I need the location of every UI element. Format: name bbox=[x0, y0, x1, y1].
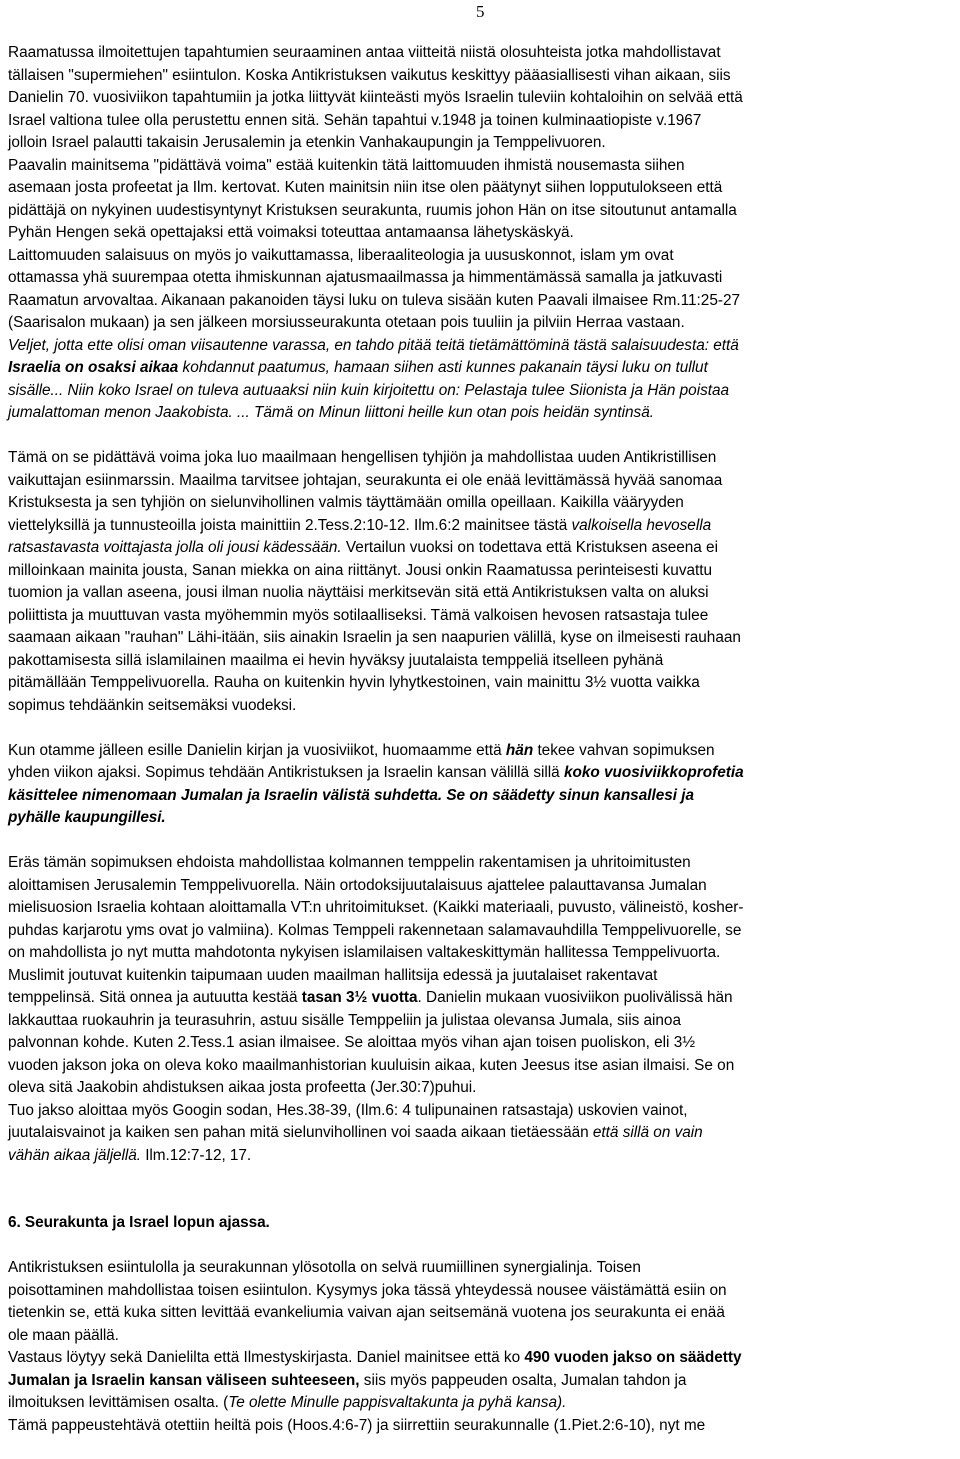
text-line bbox=[8, 290, 956, 313]
text-line bbox=[8, 605, 956, 628]
text-line bbox=[8, 200, 956, 223]
text-run: pyhälle kaupungillesi. bbox=[8, 809, 166, 826]
text-line bbox=[8, 785, 956, 808]
text-line bbox=[8, 335, 956, 358]
text-line bbox=[8, 402, 956, 425]
text-run: ilmoituksen levittämisen osalta. ( bbox=[8, 1394, 229, 1411]
blank-line bbox=[8, 717, 958, 740]
text-run: vuoden jakson joka on oleva koko maailmanhistorian kuuluisin aikaa, kuten Jeesus itse asian ilmaisi. Se on bbox=[8, 1056, 735, 1074]
blank-line bbox=[8, 1190, 958, 1213]
text-run: pidättäjä on nykyinen uudestisyntynyt Kristuksen seurakunta, ruumis johon Hän on itse sitoutunut antamalla bbox=[8, 201, 737, 219]
text-run: aloittamisen Jerusalemin Temppelivuorella. Näin ortodoksijuutalaisuus ajattelee palauttavansa Jumalan bbox=[8, 876, 707, 894]
text-line bbox=[8, 267, 956, 290]
text-run: kohdannut paatumus, hamaan siihen asti kunnes pakanain täysi luku on tullut bbox=[178, 359, 708, 376]
text-line bbox=[8, 65, 956, 88]
text-line bbox=[8, 357, 956, 380]
text-line bbox=[8, 1010, 956, 1033]
text-run: poisottaminen mahdollistaa toisen esiintulon. Kysymys joka tässä yhteydessä nousee väistämättä esiin on bbox=[8, 1281, 727, 1299]
text-line bbox=[8, 492, 956, 515]
text-line bbox=[8, 1370, 956, 1393]
text-run: Kun otamme jälleen esille Danielin kirjan ja vuosiviikot, huomaamme että bbox=[8, 741, 506, 759]
text-run: siis myös pappeuden osalta, Jumalan tahdon ja bbox=[359, 1371, 687, 1389]
text-line bbox=[8, 1032, 956, 1055]
text-run: 6. Seurakunta ja Israel lopun ajassa. bbox=[8, 1214, 270, 1231]
text-line bbox=[8, 852, 956, 875]
text-run: tasan 3½ vuotta bbox=[301, 989, 418, 1006]
text-line bbox=[8, 627, 956, 650]
text-line bbox=[8, 515, 956, 538]
text-run: Israel valtiona tulee olla perustettu ennen sitä. Sehän tapahtui v.1948 ja toinen kulminaatiopiste v.1967 bbox=[8, 111, 702, 129]
text-run: Tuo jakso aloittaa myös Googin sodan, Hes.38-39, (Ilm.6: 4 tulipunainen ratsastaja) uskovien vainot, bbox=[8, 1101, 688, 1119]
text-line bbox=[8, 1415, 956, 1438]
text-line bbox=[8, 582, 956, 605]
text-run: Vastaus löytyy sekä Danielilta että Ilmestyskirjasta. Daniel mainitsee että ko bbox=[8, 1349, 525, 1366]
text-line bbox=[8, 222, 956, 245]
text-line bbox=[8, 740, 956, 763]
text-line bbox=[8, 312, 956, 335]
text-run: Te olette Minulle pappisvaltakunta ja pyhä kansa). bbox=[228, 1394, 567, 1411]
text-run: tekee vahvan sopimuksen bbox=[533, 741, 715, 759]
text-line bbox=[8, 155, 956, 178]
text-run: pakottamisesta sillä islamilainen maailma ei hevin hyväksy juutalaista temppeliä itselleen pyhänä bbox=[8, 651, 664, 669]
text-run: ole maan päällä. bbox=[8, 1326, 119, 1344]
text-run: Israelia on osaksi aikaa bbox=[8, 359, 179, 376]
text-line bbox=[8, 245, 956, 268]
blank-line bbox=[8, 830, 958, 853]
text-run: asemaan josta profeetat ja Ilm. kertovat. Kuten mainitsin niin itse olen päätynyt siihen lopputulokseen että bbox=[8, 179, 723, 196]
text-run: .. Niin koko Israel on tuleva autuaaksi niin kuin kirjoitettu on: Pelastaja tulee Siionista ja Hän poistaa bbox=[54, 381, 730, 399]
text-line bbox=[8, 1100, 956, 1123]
text-run: Muslimit joutuvat kuitenkin taipumaan uuden maailman hallitsija edessä ja juutalaiset rakentavat bbox=[8, 966, 658, 984]
text-run: tuomion ja vallan aseena, jousi ilman nuolia näyttäisi merkitsevän sitä että Antikristuksen valta on aluksi bbox=[8, 584, 709, 601]
text-run: . Danielin mukaan vuosiviikon puolivälissä hän bbox=[417, 989, 733, 1006]
text-line bbox=[8, 807, 956, 830]
text-run: tietenkin se, että kuka sitten levittää evankeliumia vaivan ajan seitsemänä vuotena jos seurakunta ei enää bbox=[8, 1304, 725, 1321]
text-run: Jumalan ja Israelin kansan väliseen suhteeseen, bbox=[8, 1371, 360, 1389]
text-run: Kristuksesta ja sen tyhjiön on sielunvihollinen valmis täyttämään omilla opeillaan. Kaikilla vääryyden bbox=[8, 494, 684, 511]
text-run: temppelinsä. Sitä onnea ja autuutta kestää bbox=[8, 989, 302, 1006]
text-run: Paavalin mainitsema "pidättävä voima" estää kuitenkin tätä laittomuuden ihmistä nousemasta siihen bbox=[8, 156, 685, 174]
text-run: Antikristuksen esiintulolla ja seurakunnan ylösotolla on selvä ruumiillinen synergialinja. Toisen bbox=[8, 1259, 641, 1276]
text-run: 490 vuoden jakso on säädetty bbox=[524, 1349, 742, 1366]
text-line bbox=[8, 110, 956, 133]
text-run: vähän aikaa jäljellä. bbox=[8, 1146, 141, 1164]
text-line bbox=[8, 920, 956, 943]
text-run: valkoisella hevosella bbox=[571, 516, 712, 534]
text-run: jolloin Israel palautti takaisin Jerusalemin ja etenkin Vanhakaupungin ja Temppelivuoren. bbox=[8, 134, 606, 151]
text-run: Veljet, jotta ette olisi oman viisautenne varassa, en tahdo pitää teitä tietämättöminä tästä salaisuudesta: että bbox=[8, 336, 739, 354]
text-run: Ilm.12:7-12, 17. bbox=[140, 1146, 252, 1164]
text-run: milloinkaan mainita jousta, Sanan miekka on aina riittänyt. Jousi onkin Raamatussa perinteisesti kuvattu bbox=[8, 561, 713, 579]
text-line bbox=[8, 695, 956, 718]
text-run: saamaan aikaan "rauhan" Lähi-itään, siis ainakin Israelin ja sen naapurien välillä, kyse on ilmeisesti rauhaan bbox=[8, 629, 741, 646]
text-run: tällaisen "supermiehen" esiintulon. Koska Antikristuksen vaikutus keskittyy pääasiallisesti vihan aikaan, siis bbox=[8, 66, 731, 84]
text-run: Tämä pappeustehtävä otettiin heiltä pois (Hoos.4:6-7) ja siirrettiin seurakunnalle (1.Piet.2:6-10), nyt me bbox=[8, 1416, 706, 1434]
text-run: pitämällään Temppelivuorella. Rauha on kuitenkin hyvin lyhytkestoinen, vain mainittu 3½ vuotta vaikka bbox=[8, 674, 700, 691]
document-body bbox=[8, 42, 958, 1437]
text-line bbox=[8, 1325, 956, 1348]
text-run: lakkauttaa ruokauhrin ja teurasuhrin, astuu sisälle Temppeliin ja julistaa olevansa Jumala, siis ainoa bbox=[8, 1011, 681, 1029]
text-run: sisälle. bbox=[8, 381, 55, 399]
text-line bbox=[8, 1347, 956, 1370]
text-line bbox=[8, 560, 956, 583]
text-line bbox=[8, 1077, 956, 1100]
text-run: käsittelee nimenomaan Jumalan ja Israelin välistä suhdetta. Se on säädetty sinun kansallesi ja bbox=[8, 786, 695, 804]
text-line bbox=[8, 672, 956, 695]
text-line bbox=[8, 1122, 956, 1145]
text-line bbox=[8, 1392, 956, 1415]
text-run: koko vuosiviikkoprofetia bbox=[563, 764, 744, 781]
text-run: on mahdollista jo nyt mutta mahdotonta nykyisen islamilaisen valtakeskittymän hallitessa Temppelivuorta. bbox=[8, 944, 721, 961]
text-line bbox=[8, 1145, 956, 1168]
text-line bbox=[8, 942, 956, 965]
text-line bbox=[8, 42, 956, 65]
text-line bbox=[8, 447, 956, 470]
blank-line bbox=[8, 425, 958, 448]
text-line bbox=[8, 380, 956, 403]
text-run: Eräs tämän sopimuksen ehdoista mahdollistaa kolmannen temppelin rakentamisen ja uhritoimitusten bbox=[8, 854, 691, 871]
text-run: jumalattoman menon Jaakobista. ... Tämä on Minun liittoni heille kun otan pois heidän syntinsä. bbox=[8, 404, 654, 421]
text-run: Danielin 70. vuosiviikon tapahtumiin ja jotka liittyvät kiinteästi myös Israelin tuleviin kohtaloihin on selvää että bbox=[8, 89, 743, 106]
text-line bbox=[8, 650, 956, 673]
text-line bbox=[8, 987, 956, 1010]
text-run: ratsastavasta voittajasta jolla oli jousi kädessään. bbox=[8, 539, 342, 556]
text-run: (Saarisalon mukaan) ja sen jälkeen morsiusseurakunta otetaan pois tuuliin ja pilviin Herraa vastaan. bbox=[8, 314, 685, 331]
text-run: palvonnan kohde. Kuten 2.Tess.1 asian ilmaisee. Se aloittaa myös vihan ajan toisen puoliskon, eli 3½ bbox=[8, 1034, 696, 1051]
text-line bbox=[8, 470, 956, 493]
text-run: Laittomuuden salaisuus on myös jo vaikuttamassa, liberaaliteologia ja uususkonnot, islam ym ovat bbox=[8, 246, 674, 264]
text-line bbox=[8, 965, 956, 988]
text-line bbox=[8, 762, 956, 785]
text-run: mielisuosion Israelia kohtaan aloittamalla VT:n uhritoimitukset. (Kaikki materiaali, puvusto, välineistö, kosher- bbox=[8, 899, 744, 916]
text-line bbox=[8, 132, 956, 155]
text-run: Raamatussa ilmoitettujen tapahtumien seuraaminen antaa viitteitä niistä olosuhteista jotka mahdollistavat bbox=[8, 44, 721, 61]
text-run: yhden viikon ajaksi. Sopimus tehdään Antikristuksen ja Israelin kansan välillä sillä bbox=[8, 764, 564, 781]
page-number: 5 bbox=[476, 2, 485, 21]
text-run: oleva sitä Jaakobin ahdistuksen aikaa josta profeetta (Jer.30:7)puhui. bbox=[8, 1079, 477, 1096]
text-line bbox=[8, 1280, 956, 1303]
text-run: Vertailun vuoksi on todettava että Kristuksen aseena ei bbox=[341, 539, 718, 556]
text-run: juutalaisvainot ja kaiken sen pahan mitä sielunvihollinen voi saada aikaan tietäessään bbox=[8, 1124, 593, 1141]
text-run: ottamassa yhä suurempaa otetta ihmiskunnan ajatusmaailmassa ja himmentämässä samalla ja jatkuvasti bbox=[8, 269, 723, 286]
text-run: että sillä on vain bbox=[592, 1124, 703, 1141]
blank-line bbox=[8, 1235, 958, 1258]
text-line bbox=[8, 177, 956, 200]
text-line bbox=[8, 537, 956, 560]
text-run: viettelyksillä ja tunnusteoilla joista mainittiin 2.Tess.2:10-12. Ilm.6:2 mainitsee tästä bbox=[8, 516, 572, 534]
text-run: sopimus tehdäänkin seitsemäksi vuodeksi. bbox=[8, 696, 297, 714]
section-heading bbox=[8, 1212, 956, 1235]
text-line bbox=[8, 1055, 956, 1078]
text-run: hän bbox=[505, 741, 534, 759]
text-run: Raamatun arvovaltaa. Aikanaan pakanoiden täysi luku on tuleva sisään kuten Paavali ilmaisee Rm.11:25-27 bbox=[8, 291, 740, 309]
text-line bbox=[8, 1257, 956, 1280]
text-run: puhdas karjarotu yms ovat jo valmiina). Kolmas Temppeli rakennetaan salamavauhdilla Temppelivuorelle, se bbox=[8, 921, 742, 939]
text-run: Tämä on se pidättävä voima joka luo maailmaan hengellisen tyhjiön ja mahdollistaa uuden Antikristillisen bbox=[8, 449, 717, 466]
text-line bbox=[8, 875, 956, 898]
text-line bbox=[8, 897, 956, 920]
text-run: poliittista ja muuttuvan vasta myöhemmin myös sotilaalliseksi. Tämä valkoisen hevosen ratsastaja tulee bbox=[8, 606, 709, 624]
text-line bbox=[8, 1302, 956, 1325]
text-line bbox=[8, 87, 956, 110]
blank-line bbox=[8, 1167, 958, 1190]
text-run: vaikuttajan esiinmarssin. Maailma tarvitsee johtajan, seurakunta ei ole enää levittämässä hyvää sanomaa bbox=[8, 471, 723, 489]
text-run: Pyhän Hengen sekä opettajaksi että voimaksi toteuttaa antamaansa lähetyskäskyä. bbox=[8, 224, 574, 241]
